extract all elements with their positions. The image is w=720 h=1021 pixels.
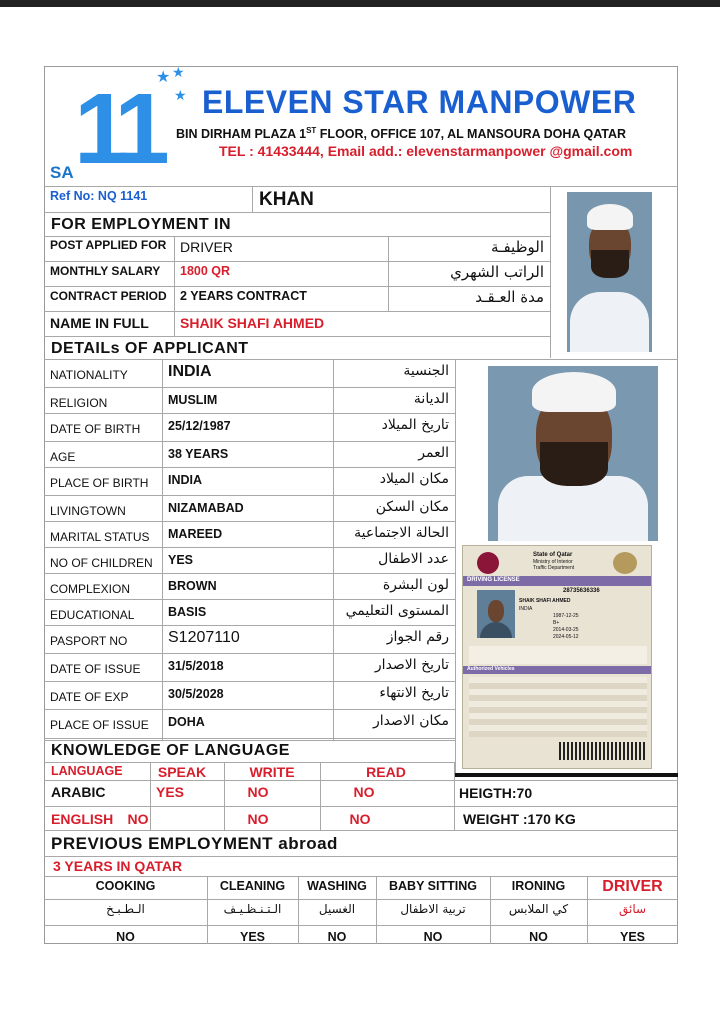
detail-arabic: تاريخ الاصدار	[374, 657, 449, 673]
company-address: BIN DIRHAM PLAZA 1ST FLOOR, OFFICE 107, AL MANSOURA DOHA QATAR	[176, 126, 627, 142]
license-number: 28735636336	[563, 588, 600, 594]
detail-label: DATE OF BIRTH	[50, 422, 141, 436]
license-ministry: Ministry of Interior	[533, 559, 573, 565]
license-birth: 1987-12-25	[553, 613, 579, 619]
logo-number: 11	[74, 73, 160, 185]
license-blood: B+	[553, 620, 560, 626]
field-value-fullname: SHAIK SHAFI AHMED	[180, 315, 325, 331]
detail-value: S1207110	[168, 629, 240, 646]
detail-label: NATIONALITY	[50, 368, 128, 382]
company-contact: TEL : 41433444, Email add.: elevenstarmanpower @gmail.com	[219, 143, 633, 159]
skill-name: WASHING	[307, 879, 367, 893]
lang-english-write: NO	[247, 811, 269, 827]
detail-value: 30/5/2028	[168, 687, 224, 701]
license-validity: 2024-05-12	[553, 634, 579, 640]
detail-arabic: العمر	[418, 445, 449, 461]
skill-value: NO	[423, 930, 443, 944]
detail-value: DOHA	[168, 715, 205, 729]
detail-label: LIVINGTOWN	[50, 504, 126, 518]
license-department: Traffic Department	[533, 565, 575, 571]
field-arabic-post: الوظيفـة	[491, 238, 544, 256]
field-arabic-salary: الراتب الشهري	[450, 263, 544, 281]
lang-english-read: NO	[349, 811, 371, 827]
license-authorized: Authorized Vehicles	[467, 666, 515, 672]
detail-value: 25/12/1987	[168, 419, 231, 433]
company-name: ELEVEN STAR MANPOWER	[202, 84, 637, 120]
detail-label: PLACE OF BIRTH	[50, 476, 149, 490]
lang-english-speak: NO	[127, 811, 149, 827]
height-value: HEIGTH:70	[459, 785, 533, 801]
detail-arabic: مكان الميلاد	[379, 471, 449, 487]
section-details-title: DETAILs OF APPLICANT	[51, 340, 249, 357]
detail-value: 38 YEARS	[168, 447, 229, 461]
logo-prefix: SA	[50, 163, 74, 182]
skill-name: COOKING	[95, 879, 156, 893]
skill-name: BABY SITTING	[389, 879, 477, 893]
surname: KHAN	[259, 189, 314, 210]
traffic-emblem-icon	[613, 552, 637, 574]
detail-label: PASPORT NO	[50, 634, 128, 648]
detail-value: YES	[168, 553, 194, 567]
license-nat: INDIA	[519, 606, 533, 612]
detail-value: NIZAMABAD	[168, 501, 244, 515]
skill-value: YES	[239, 930, 265, 944]
detail-label: COMPLEXION	[50, 582, 131, 596]
skill-arabic: الـتـنـظـيـف	[223, 902, 282, 916]
ref-number: Ref No: NQ 1141	[50, 189, 148, 203]
skill-name: IRONING	[511, 879, 566, 893]
weight-value: WEIGHT :170 KG	[463, 811, 576, 827]
detail-arabic: مكان الاصدار	[373, 713, 449, 729]
skill-name: DRIVER	[602, 878, 663, 895]
detail-value: 31/5/2018	[168, 659, 224, 673]
section-employment-title: FOR EMPLOYMENT IN	[51, 216, 232, 233]
detail-arabic: مكان السكن	[375, 499, 449, 515]
skill-value: NO	[327, 930, 347, 944]
lang-header-speak: SPEAK	[157, 764, 207, 780]
lang-arabic-write: NO	[247, 784, 269, 800]
skill-value: NO	[529, 930, 548, 944]
field-value-contract: 2 YEARS CONTRACT	[180, 289, 307, 303]
skill-value: YES	[619, 930, 645, 944]
previous-experience: 3 YEARS IN QATAR	[53, 858, 183, 874]
detail-arabic: الجنسية	[403, 363, 449, 379]
detail-arabic: تاريخ الميلاد	[381, 417, 449, 433]
section-previous-title: PREVIOUS EMPLOYMENT abroad	[51, 834, 338, 853]
license-first-issue: 2014-03-25	[553, 627, 579, 633]
license-barcode	[559, 742, 645, 760]
lang-arabic-speak: YES	[155, 784, 184, 800]
lang-row-arabic: ARABIC	[51, 784, 106, 800]
detail-value: MUSLIM	[168, 393, 218, 407]
detail-arabic: عدد الاطفال	[378, 551, 449, 567]
qatar-emblem-icon	[477, 552, 499, 574]
license-vehicle-grid	[469, 677, 647, 737]
skill-arabic: كي الملابس	[508, 902, 569, 916]
detail-label: RELIGION	[50, 396, 108, 410]
section-language-title: KNOWLEDGE OF LANGUAGE	[51, 742, 290, 759]
applicant-photo-large	[488, 366, 658, 541]
license-name: SHAIK SHAFI AHMED	[519, 598, 571, 604]
detail-value: MAREED	[168, 527, 223, 541]
detail-arabic: رقم الجواز	[386, 629, 449, 645]
skill-arabic: سائق	[618, 902, 647, 916]
field-arabic-contract: مدة العـقـد	[475, 288, 544, 306]
skill-arabic: الـطـبـخ	[106, 902, 145, 916]
lang-header-write: WRITE	[249, 764, 295, 780]
detail-arabic: الحالة الاجتماعية	[354, 525, 449, 541]
detail-label: MARITAL STATUS	[50, 530, 150, 544]
field-value-salary: 1800 QR	[180, 264, 231, 278]
license-title: DRIVING LICENSE	[467, 577, 520, 583]
field-label-post: POST APPLIED FOR	[50, 238, 167, 252]
skill-value: NO	[116, 930, 135, 944]
top-border-bar	[0, 0, 720, 7]
detail-label: DATE OF ISSUE	[50, 662, 141, 676]
detail-arabic: الديانة	[413, 391, 449, 407]
detail-value: BASIS	[168, 605, 207, 619]
detail-value: BROWN	[168, 579, 217, 593]
detail-arabic: تاريخ الانتهاء	[379, 685, 449, 701]
detail-label: NO OF CHILDREN	[50, 556, 153, 570]
applicant-photo-small	[567, 192, 652, 352]
detail-value: INDIA	[168, 473, 203, 487]
lang-header-read: READ	[366, 764, 406, 780]
skill-arabic: الغسيل	[318, 902, 356, 916]
detail-value: INDIA	[168, 363, 212, 380]
lang-row-english: ENGLISH	[51, 811, 114, 827]
star-icon: ★	[174, 87, 187, 103]
detail-label: DATE OF EXP	[50, 690, 129, 704]
license-state: State of Qatar	[533, 552, 573, 558]
skill-arabic: تربية الاطفال	[400, 902, 466, 916]
field-label-salary: MONTHLY SALARY	[50, 264, 161, 278]
license-photo	[477, 590, 515, 638]
detail-label: PLACE OF ISSUE	[50, 718, 149, 732]
field-label-contract: CONTRACT PERIOD	[50, 289, 167, 303]
detail-arabic: المستوى التعليمي	[345, 603, 449, 619]
detail-label: AGE	[50, 450, 76, 464]
star-icon: ★	[156, 69, 171, 86]
detail-arabic: لون البشرة	[382, 577, 449, 593]
driving-license-card	[462, 545, 652, 769]
field-label-fullname: NAME IN FULL	[50, 315, 149, 331]
lang-header-language: LANGUAGE	[51, 764, 123, 778]
lang-arabic-read: NO	[353, 784, 375, 800]
star-icon: ★	[172, 64, 185, 80]
detail-label: EDUCATIONAL	[50, 608, 135, 622]
field-value-post: DRIVER	[180, 239, 233, 255]
skill-name: CLEANING	[219, 879, 286, 893]
